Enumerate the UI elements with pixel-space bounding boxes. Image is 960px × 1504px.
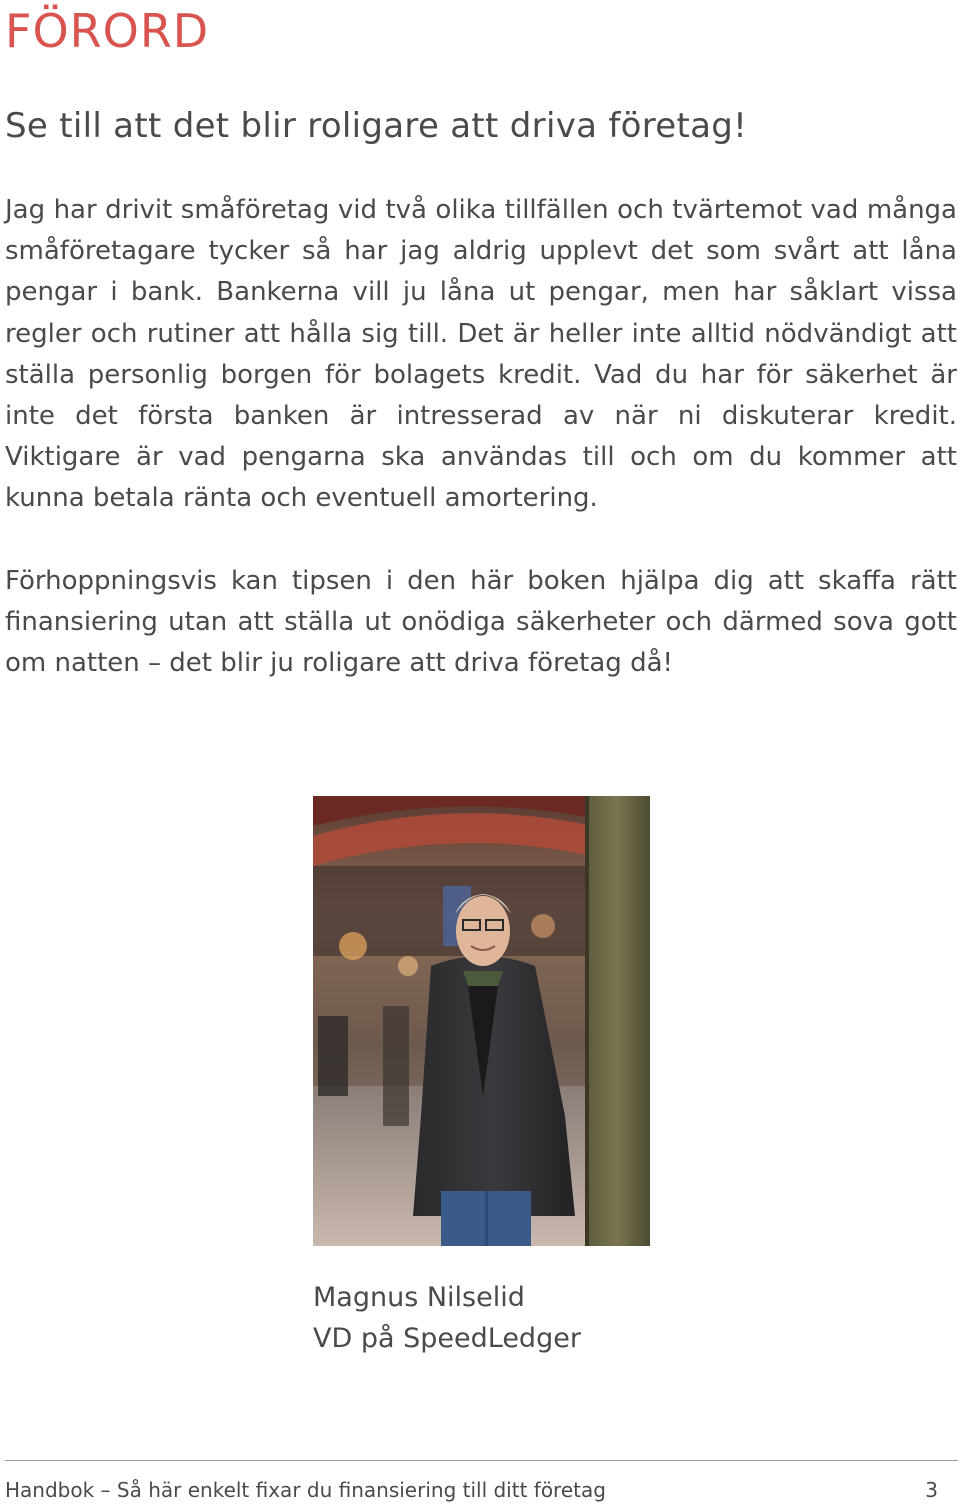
signature-role: VD på SpeedLedger: [313, 1323, 581, 1354]
footer-title: Handbok – Så här enkelt fixar du finansiering till ditt företag: [5, 1478, 606, 1502]
body-paragraph-1: Jag har drivit småföretag vid två olika tillfällen och tvärtemot vad många småföretagare tycker så har jag aldrig upplevt det som svårt att låna pengar i bank. Bankerna vill ju låna ut pengar, men har såklart vissa regler och rutiner att hålla sig till. Det är heller inte alltid nödvändigt att ställa personlig borgen för bolagets kredit. Vad du har för säkerhet är inte det första banken är intresserad av när ni diskuterar kredit. Viktigare är vad pengarna ska användas till och om du kommer att kunna betala ränta och eventuell amortering.: [5, 195, 957, 514]
body-paragraph-2: Förhoppningsvis kan tipsen i den här boken hjälpa dig att skaffa rätt finansiering utan att ställa ut onödiga säkerheter och därmed sova gott om natten – det blir ju roligare att driva företag då!: [5, 566, 957, 679]
author-photo: [313, 796, 650, 1246]
footer-divider: [5, 1460, 958, 1461]
chapter-subtitle: Se till att det blir roligare att driva företag!: [5, 106, 748, 146]
signature-block: [313, 1277, 581, 1359]
page-number: 3: [925, 1478, 938, 1502]
chapter-heading: FÖRORD: [5, 4, 210, 58]
signature-name: Magnus Nilselid: [313, 1282, 525, 1313]
